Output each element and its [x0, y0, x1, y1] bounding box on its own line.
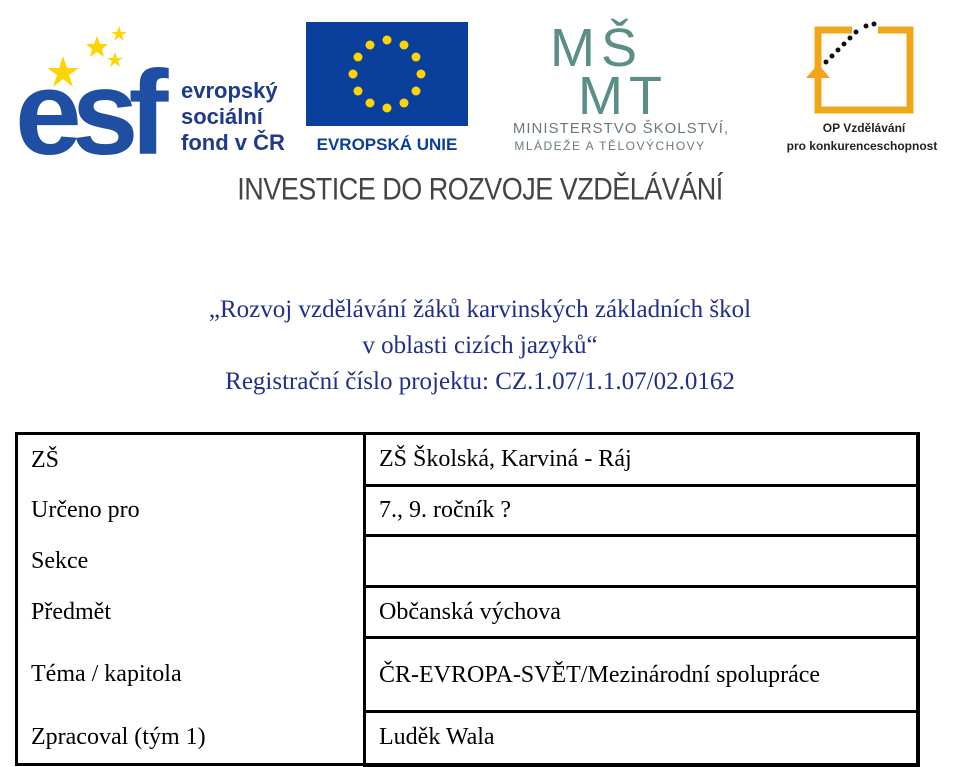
row-value: ZŠ Školská, Karviná - Ráj — [365, 434, 919, 486]
table-row — [17, 486, 919, 536]
esf-logo — [15, 22, 305, 160]
svg-text:MT: MT — [578, 66, 668, 126]
svg-text:pro konkurenceschopnost: pro konkurenceschopnost — [786, 139, 938, 153]
row-label: Určeno pro — [17, 486, 365, 536]
table-row — [17, 587, 919, 638]
row-value — [365, 536, 919, 587]
row-value: Občanská výchova — [365, 587, 919, 638]
svg-text:OP Vzdělávání: OP Vzdělávání — [822, 121, 906, 135]
title-line-1: „Rozvoj vzdělávání žáků karvinských základních škol — [208, 296, 752, 323]
row-value: 7., 9. ročník ? — [365, 486, 919, 536]
table-row — [17, 638, 919, 712]
row-label: Sekce — [17, 536, 365, 587]
banner-heading: INVESTICE DO ROZVOJE VZDĚLÁVÁNÍ — [237, 172, 723, 207]
row-label: Téma / kapitola — [17, 638, 365, 712]
info-table — [15, 432, 920, 767]
svg-text:sociální: sociální — [181, 104, 263, 129]
svg-text:evropský: evropský — [181, 78, 278, 103]
svg-text:MŠ: MŠ — [550, 18, 643, 78]
eu-flag-logo — [306, 22, 468, 154]
table-row — [17, 712, 919, 765]
project-title — [0, 292, 960, 400]
table-row — [17, 536, 919, 587]
row-value: ČR-EVROPA-SVĚT/Mezinárodní spolupráce — [365, 638, 919, 712]
op-vzdelavani-logo — [770, 18, 950, 158]
svg-text:MINISTERSTVO ŠKOLSTVÍ,: MINISTERSTVO ŠKOLSTVÍ, — [512, 120, 730, 137]
row-label: Předmět — [17, 587, 365, 638]
svg-text:MLÁDEŽE A TĚLOVÝCHOVY: MLÁDEŽE A TĚLOVÝCHOVY — [514, 139, 706, 153]
registration-number: Registrační číslo projektu: CZ.1.07/1.1.07/02.0162 — [225, 368, 735, 395]
table-row — [17, 434, 919, 486]
title-line-2: v oblasti cizích jazyků“ — [362, 332, 598, 359]
svg-text:fond v ČR: fond v ČR — [181, 130, 285, 155]
svg-text:esf: esf — [15, 46, 159, 160]
row-label: Zpracoval (tým 1) — [17, 712, 365, 765]
svg-text:EVROPSKÁ UNIE: EVROPSKÁ UNIE — [316, 135, 458, 154]
msmt-logo — [480, 18, 762, 158]
row-value: Luděk Wala — [365, 712, 919, 765]
row-label: ZŠ — [17, 434, 365, 486]
